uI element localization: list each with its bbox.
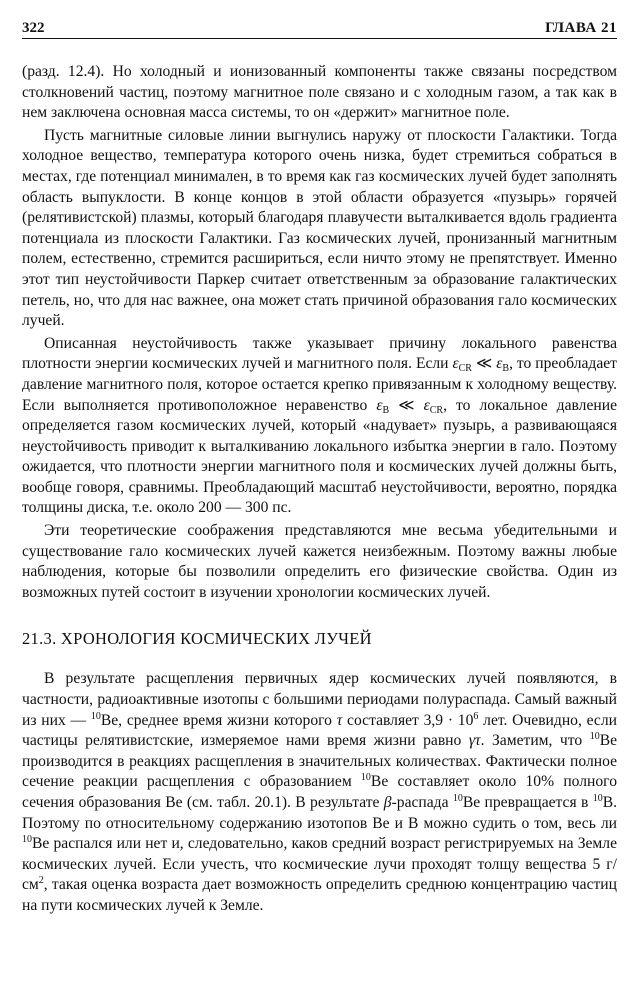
text-run: Be, среднее время жизни которого — [100, 711, 337, 729]
beta-symbol: β — [383, 794, 392, 811]
page-number: 322 — [22, 20, 45, 36]
mass-number: 10 — [22, 834, 32, 846]
paragraph-5 — [22, 669, 617, 916]
subscript-b: B — [502, 363, 510, 375]
exponent: 6 — [473, 710, 479, 722]
gamma-tau-symbol: γτ — [468, 732, 481, 750]
text-run: , такая оценка возраста дает возможность определить среднюю концентрацию частиц на пути космических лучей к Земле. — [22, 876, 617, 914]
text-run: B. Поэтому по относительному содержанию изотопов Be и B можно судить о том, весь ли — [22, 794, 617, 832]
epsilon-symbol: ε — [452, 355, 459, 373]
text-run: В результате расщепления первичных ядер космических лучей появляются, в частности, радиоактивные изотопы с большими периодами полураспада. Самый важный из них — — [22, 670, 617, 729]
chapter-title: ГЛАВА 21 — [545, 20, 617, 36]
mass-number: 10 — [360, 772, 371, 784]
mass-number: 10 — [452, 793, 463, 804]
epsilon-symbol: ε — [376, 396, 383, 414]
text-run: . Заметим, что — [480, 732, 590, 750]
header-rule — [22, 38, 617, 39]
paragraph-3 — [22, 334, 617, 519]
text-run: Be распался или нет и, следовательно, каков средний возраст регистрируемых на Земле космических лучей. Если учесть, что космические лучи проходят толщу вещества 5 г/см — [22, 835, 617, 894]
paragraph-3-text-b: , то преобладает давление магнитного поля, которое остается крепко привязанным к холодному веществу. Если выполняется противоположное неравенство — [22, 355, 617, 414]
page-body — [22, 62, 617, 917]
relation-much-less: ≪ — [389, 396, 424, 414]
paragraph-4: Эти теоретические соображения представляются мне весьма убедительными и существование гало космических лучей кажется неизбежным. Поэтому важны любые наблюдения, которые бы позволили определить его физические свойства. Один из возможных путей состоит в изучении хронологии космических лучей. — [22, 522, 617, 601]
section-heading: 21.3. ХРОНОЛОГИЯ КОСМИЧЕСКИХ ЛУЧЕЙ — [22, 629, 372, 649]
relation-much-less: ≪ — [471, 355, 497, 373]
text-run: Be производится в реакциях расщепления в значительных количествах. Фактически полное сечение реакции расщепления с образованием — [22, 732, 618, 791]
tau-symbol: τ — [336, 711, 343, 729]
text-run: Be превращается в — [462, 794, 593, 811]
epsilon-symbol: ε — [496, 355, 503, 373]
paragraph-3-text-a: Описанная неустойчивость также указывает причину локального равенства плотности энергии космических лучей и магнитного поля. Если — [22, 334, 617, 373]
mass-number: 10 — [589, 731, 600, 743]
mass-number: 10 — [592, 793, 603, 804]
epsilon-symbol: ε — [423, 396, 430, 414]
paragraph-3-text-c: , то локальное давление определяется газом космических лучей, который «надувает» пузырь, а развивающаяся неустойчивость приводит к выталкиванию локального избытка энергии в гало. Поэтому ожидается, что плотности энергии магнитного поля и космических лучей должны быть, вообще говоря, сравнимы. Преобладающий масштаб неустойчивости, вероятно, порядка толщины диска, т.е. около 200 — 300 пс. — [22, 396, 617, 517]
text-run: составляет 3,9 · 10 — [342, 711, 474, 729]
subscript-cr: CR — [458, 363, 472, 375]
text-run: лет. Очевидно, если частицы релятивистские, измеряемое нами время жизни равно — [22, 711, 617, 750]
subscript-cr: CR — [429, 404, 444, 416]
text-run: Be составляет около 10% полного сечения образования Be (см. табл. 20.1). В результате — [22, 773, 617, 811]
paragraph-2: Пусть магнитные силовые линии выгнулись наружу от плоскости Галактики. Тогда холодное вещество, температура которого очень низка, будет стремиться собраться в местах, где потенциал минимален, в то время как газ космических лучей будет заполнять область выпуклости. В конце концов в этой области образуется «пузырь» горячей (релятивистской) плазмы, который благодаря плавучести выталкивается вдоль градиента потенциала из плоскости Галактики. Газ космических лучей, пронизанный магнитным полем, естественно, стремится расшириться, если ничто этому не препятствует. Именно этот тип неустойчивости Паркер считает ответственным за образование галактических петель, но, что для нас важнее, она может стать причиной образования гало космических лучей. — [22, 126, 617, 330]
exponent: 2 — [38, 875, 44, 887]
mass-number: 10 — [90, 710, 101, 722]
running-header — [22, 14, 617, 38]
subscript-b: B — [382, 404, 390, 416]
text-run: -распада — [391, 794, 453, 811]
paragraph-1: (разд. 12.4). Но холодный и ионизованный компоненты также связаны посредством столкновений частиц, поэтому магнитное поле связано и с холодным газом, а так как в нем заключена основная масса системы, то он «держит» магнитное поле. — [22, 63, 617, 122]
